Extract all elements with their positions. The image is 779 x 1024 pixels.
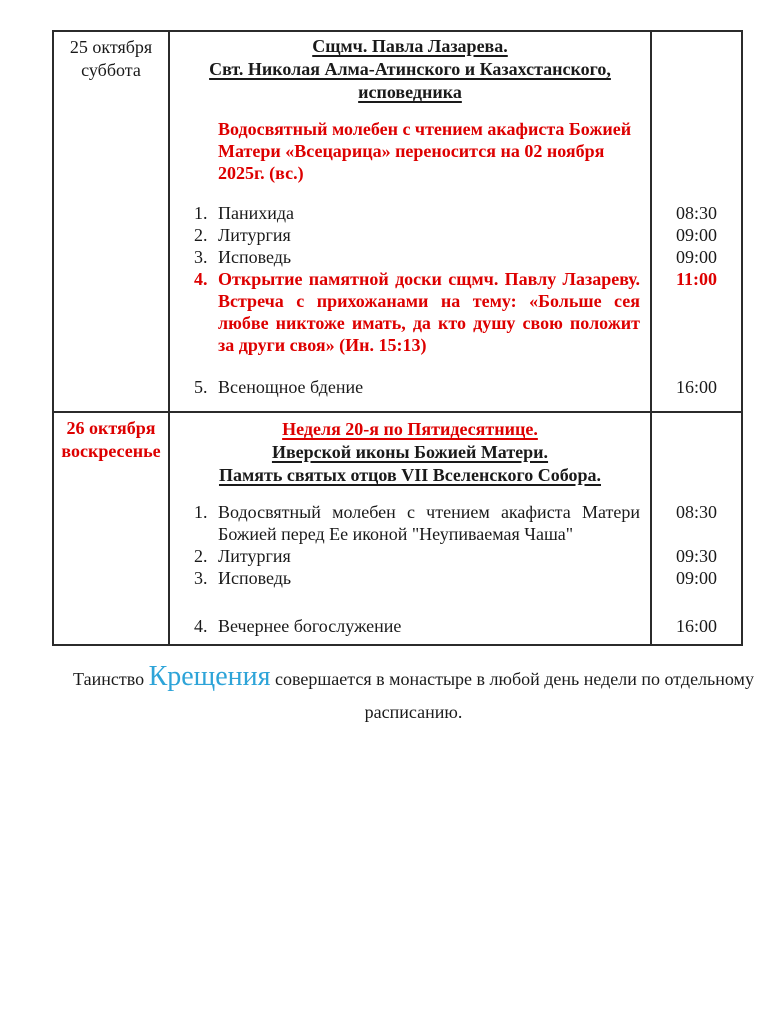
service-text: Панихида	[218, 203, 295, 223]
service-time: 11:00	[650, 268, 741, 356]
service-item	[170, 545, 741, 567]
date-cell-sunday	[54, 413, 170, 644]
service-text: Исповедь	[218, 568, 292, 588]
service-time: 08:30	[650, 202, 741, 224]
service-time: 09:00	[650, 567, 741, 589]
service-text: Открытие памятной доски сщмч. Павлу Лазареву. Встреча с прихожанами на тему: «Больше сея любве никтоже имать, да кто душу свою положит за други своя» (Ин. 15:13)	[218, 269, 640, 355]
day-row-sunday	[54, 411, 741, 644]
feast-title-line: Сщмч. Павла Лазарева.	[312, 36, 508, 56]
feast-title-line: Иверской иконы Божией Матери.	[271, 442, 549, 462]
service-item-highlighted	[170, 268, 741, 356]
spacer	[170, 184, 741, 202]
service-time: 16:00	[650, 615, 741, 637]
service-item	[170, 246, 741, 268]
time-cell-empty	[650, 413, 741, 487]
baptism-note-prefix: Таинство	[73, 669, 145, 689]
day-content-saturday	[170, 32, 741, 411]
day-row-saturday	[54, 32, 741, 411]
date-cell-saturday	[54, 32, 170, 411]
service-number: 3.	[194, 247, 208, 267]
service-item	[170, 567, 741, 589]
schedule-table	[52, 30, 743, 646]
service-number: 1.	[194, 203, 208, 223]
service-text: Исповедь	[218, 247, 292, 267]
spacer	[170, 356, 741, 376]
service-time: 09:30	[650, 545, 741, 567]
service-time: 09:00	[650, 246, 741, 268]
day-content-sunday	[170, 413, 741, 644]
spacer	[170, 398, 741, 411]
service-number: 4.	[194, 616, 208, 636]
weekday-line: воскресенье	[61, 441, 161, 461]
spacer	[170, 589, 741, 615]
service-text: Литургия	[218, 546, 291, 566]
service-time: 09:00	[650, 224, 741, 246]
service-time: 08:30	[650, 501, 741, 545]
service-item	[170, 501, 741, 545]
service-item	[170, 376, 741, 398]
feast-header-block	[170, 413, 741, 487]
baptism-note	[48, 660, 779, 729]
spacer	[170, 637, 741, 644]
feast-title-line: Память святых отцов VII Вселенского Собора.	[218, 465, 601, 485]
service-text: Всенощное бдение	[218, 377, 364, 397]
service-text: Водосвятный молебен с чтением акафиста Матери Божией перед Ее иконой "Неупиваемая Чаша"	[218, 502, 640, 544]
spacer	[170, 487, 741, 501]
time-cell-empty	[650, 118, 741, 184]
notice-text: Водосвятный молебен с чтением акафиста Божией Матери «Всецарица» переносится на 02 ноября 2025г. (вс.)	[218, 119, 632, 183]
service-number: 3.	[194, 568, 208, 588]
feast-header-block	[170, 32, 741, 104]
service-item	[170, 615, 741, 637]
feast-title-line: исповедника	[358, 82, 462, 102]
service-item	[170, 202, 741, 224]
service-number: 1.	[194, 502, 208, 522]
reschedule-notice	[170, 118, 741, 184]
weekday-line: суббота	[81, 60, 141, 80]
baptism-note-suffix: совершается в монастыре в любой день недели по отдельному расписанию.	[275, 669, 754, 722]
service-text: Вечернее богослужение	[218, 616, 402, 636]
service-item	[170, 224, 741, 246]
baptism-note-highlight: Крещения	[148, 661, 271, 692]
service-number: 5.	[194, 377, 208, 397]
feast-title-line: Свт. Николая Алма-Атинского и Казахстанского,	[209, 59, 611, 79]
service-number: 2.	[194, 546, 208, 566]
date-line: 26 октября	[66, 418, 156, 438]
time-cell-empty	[650, 32, 741, 104]
service-text: Литургия	[218, 225, 291, 245]
service-time: 16:00	[650, 376, 741, 398]
feast-title-line: Неделя 20-я по Пятидесятнице.	[282, 419, 538, 439]
service-number: 2.	[194, 225, 208, 245]
spacer	[170, 104, 741, 118]
service-number: 4.	[194, 269, 208, 289]
date-line: 25 октября	[69, 37, 153, 57]
